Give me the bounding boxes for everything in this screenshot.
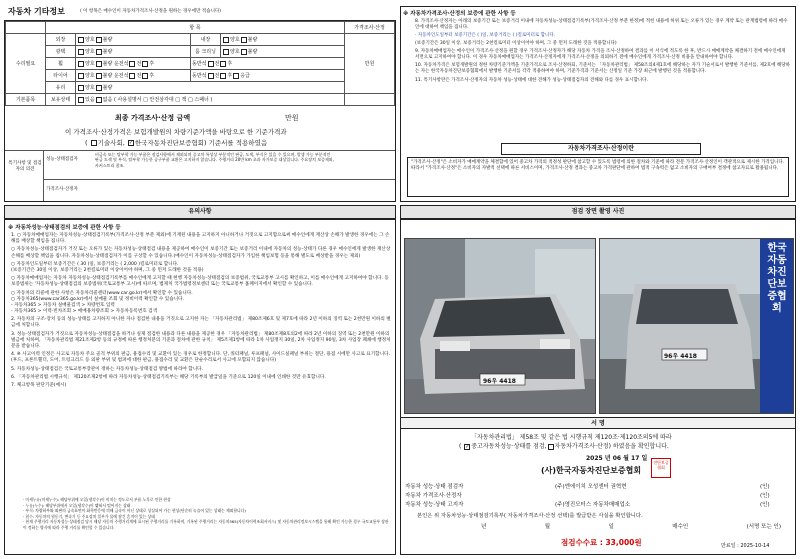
signer-mark: (인) bbox=[760, 493, 770, 499]
criteria-item: · 미세누유(미세누수): 해당부위에 오일(냉각수)이 비치는 정도로서 부품 노후로 인한 현상 bbox=[23, 497, 171, 502]
criteria-item: · 현재 주행거리 자동차성능·상태점검 당시 해당 자동차 주행거리계에 표시된 주행거리를 기록하며, 기록된 주행거리는 자동차365(자동차이력조회서비스) 및 자동차관리정보시스템을 통해 확인 가능한 경우 국토교통부 장관이 정하는 방식에 따라 주행 거리를 확인할 수 있습니다. bbox=[23, 519, 389, 530]
checkbox[interactable] bbox=[129, 61, 135, 67]
opt-label: 후 bbox=[227, 73, 233, 79]
opt-label: 전 bbox=[214, 61, 220, 67]
other-info-box bbox=[4, 20, 396, 202]
list-item: 9. 자동차매매업자는 매수인이 가격조사·산정을 원할 경우 가격조사·산정자가 해당 자동차 가격을 조사·산정하여 결과를 이 서식에 적도록 한 후, 반드시 매매계약을 체결하기 전에 매수인에게 서면으로 고지하여야 합니다. 이 경우 자동차매매업자는 가격조사·산정자에게 가격조사·산정을 의뢰하기 전에 매수인에게 가격조사·산정 비용을 안내하여야 합니다. bbox=[415, 49, 786, 61]
opt-label: 양호 bbox=[85, 49, 95, 55]
notice-paras bbox=[11, 233, 391, 389]
checkbox[interactable] bbox=[142, 73, 148, 79]
signer-label: 자동차 성능·상태 점검자 bbox=[405, 484, 464, 490]
what-is-price-title: 자동차가격조사·산정이란 bbox=[501, 143, 701, 155]
basis-line: 이 가격조사·산정가격은 보험개발원의 차량기준가액을 바탕으로 한 기준가격과 bbox=[65, 128, 287, 136]
notice-section-title: 유의사항 bbox=[4, 205, 396, 219]
sign-date bbox=[586, 453, 647, 462]
check-line-a: 중고자동차성능·상태를 점검, bbox=[471, 443, 547, 450]
checkbox[interactable] bbox=[223, 49, 229, 55]
opt-label: 양호 bbox=[85, 37, 95, 43]
photo-section-title: 점검 장면 촬영 사진 bbox=[400, 205, 796, 219]
association-banner: 한국자동차진단보증협회 bbox=[767, 243, 787, 314]
opinion-text: 비금속 또는 탈부착 가능 부품은 점검사항에서 제외되며 증고차 특성상 부분적인 판금, 도색, 부식은 있을 수 있으며, 발생 가능 부분적인 판금 도색 및 부식, 탈부착 가능한 공구부품 교환은 고지하지 않습니다. 주행거리 20만 km 초과 자가보증 대상입니다. 주요장치 보증제외, 카커스트리 참조. bbox=[95, 152, 334, 168]
list-item: 6. 「자동차관리법 시행규칙」 제120조제2항에 따라 자동차성능·상태점검기록부는 해당 기록부의 발급일을 기준으로 120일 이내에 인쇄한 것만 유효합니다. bbox=[11, 374, 326, 380]
criteria-list bbox=[23, 497, 389, 530]
opt-label: 양호 bbox=[85, 73, 95, 79]
price-unit: 만원 bbox=[345, 34, 395, 94]
buyer-sign: (서명 또는 인) bbox=[746, 524, 781, 530]
opt-label: 전 bbox=[214, 73, 220, 79]
sign-title: 서 명 bbox=[401, 417, 795, 429]
checkbox[interactable] bbox=[208, 73, 214, 79]
list-item: 11. 특기사항란은 가격조사·산정자의 자동차 성능·상태에 대한 견해가 성능·상태점검자의 견해와 다를 경우 표시합니다. bbox=[415, 77, 648, 83]
inspection-photo-front bbox=[404, 238, 596, 414]
row-label: 휠 bbox=[46, 58, 76, 70]
opt-label: 불량 bbox=[247, 49, 258, 55]
opt-label: 전 bbox=[136, 61, 142, 67]
opt-label: 동반석 bbox=[192, 61, 207, 67]
checkbox[interactable] bbox=[220, 73, 226, 79]
checkbox[interactable] bbox=[241, 49, 247, 55]
opt-label: 양호 bbox=[230, 49, 240, 55]
opt-label: 불량 bbox=[102, 49, 113, 55]
check-line-b: 자동차가격조사·산정) 하였음을 확인합니다. bbox=[554, 443, 669, 450]
association-name: (사)한국자동차진단보증협회 bbox=[541, 466, 642, 475]
basis-opt1: 기술사회, bbox=[97, 139, 125, 147]
basis-opt2: 한국자동차진단보증협회) 기준서를 적용하였음 bbox=[134, 139, 268, 147]
receive-line: 본인은 위 자동차성능·상태점검기록부( 자동차가격조사·산정 선택)를 발급받은 사실을 확인합니다. bbox=[417, 513, 643, 519]
final-amount-label: 최종 가격조사·산정 금액 bbox=[115, 114, 191, 122]
opt-label: 후 bbox=[227, 61, 233, 67]
what-is-price-text: "가격조사·산정"은 소비자가 매매계약을 체결함에 있어 중고차 가격의 적정성 판단에 참고할 수 있도록 법령에 의한 절차와 기준에 따라 전문 가격조사·산정인이 객관적으로 제시한 가격입니다. 따라서 "가격조사·산정"은 소비자의 자발적 선택에 따른 서비스이며, 가격조사·산정 결과는 중고차 가격판단에 관하여 법적 구속력은 없고 소비자의 구매여부 결정에 참고자료로 활용됩니다. bbox=[407, 157, 789, 197]
list-item: 8. 가격조사·산정자는 아래의 보증기간 또는 보증거리 이내에 자동차성능·상태점검기록부(가격조사·산정 부분 한정)에 적힌 내용에 허위 또는 오류가 있는 경우 계약 또는 관계법령에 따라 매수인에 대하여 책임을 집니다. bbox=[415, 19, 788, 31]
car-photo-icon bbox=[405, 239, 596, 414]
checkbox[interactable] bbox=[96, 61, 102, 67]
fee-label: 점검수수료 : 33,000원 bbox=[561, 538, 642, 547]
expiry-date: 만료일 : 2025-10-14 bbox=[721, 543, 770, 549]
checkbox[interactable] bbox=[96, 73, 102, 79]
receive-day: 일 bbox=[608, 524, 614, 530]
criteria-item: · 누유(누수): 해당부위에서 오일(냉각수)이 맺혀서 떨어지는 상태 bbox=[23, 502, 131, 508]
list-item: 2. 자동차의 구조·장치 등의 성능·상태를 고지하지 아니한 자나 점검한 내용을 거짓으로 고지한 자는 「자동차관리법」 제80조제6호 및 제7호에 따라 2년 이하의 징역 또는 2천만원 이하의 벌금에 처합니다. bbox=[11, 317, 391, 329]
receive-fields bbox=[481, 522, 781, 530]
opt-label: 없음 bbox=[102, 97, 113, 103]
checkbox-checked[interactable]: ✓ bbox=[465, 443, 470, 450]
receive-year: 년 bbox=[481, 524, 487, 530]
list-item: ○ 자동차인도일부터 보증기간은 ( 30 )일, 보증거리는 ( 2,000 )킬로미터로 합니다. bbox=[11, 261, 179, 267]
signer-value: (주)엔에이치 오성센터 권혁현 bbox=[555, 484, 627, 490]
checkbox[interactable] bbox=[78, 61, 84, 67]
checkbox[interactable] bbox=[129, 73, 135, 79]
list-item: (보증기간은 30일 이상, 보증거리는 2천킬로미터 이상이어야 하며, 그 중 먼저 도래한 것을 적용합니다) bbox=[415, 41, 617, 47]
buyer-label: 매수인 bbox=[672, 524, 689, 530]
opt-label: 불량 bbox=[102, 37, 113, 43]
opt-label: 전 bbox=[136, 73, 142, 79]
opt-label: 후 bbox=[149, 73, 155, 79]
row-label: 유리 bbox=[46, 82, 76, 94]
license-plate-1: 96우 4418 bbox=[483, 378, 516, 385]
checkbox-checked[interactable]: ✓ bbox=[128, 140, 134, 146]
notice-box bbox=[4, 219, 396, 555]
list-item: 1. ○ 자동차매매업자는 자동차성능·상태점검기록부(가격조사·산정 부분 제외)에 기재된 내용을 고지하지 아니하거나 거짓으로 고지함으로써 매수인에게 재산상 손해가 발생한 경우에는 그 손해를 배상할 책임을 집니다. bbox=[11, 233, 390, 245]
col-price: 가격조사·산정 bbox=[345, 22, 395, 34]
checkbox[interactable] bbox=[78, 37, 84, 43]
opinion-sub2: 가격조사·산정자 bbox=[46, 187, 78, 192]
final-amount-unit: 만원 bbox=[285, 114, 299, 122]
checkbox[interactable] bbox=[142, 61, 148, 67]
basic-label: 기본품목 bbox=[6, 94, 46, 106]
criteria-item: · 부식: 차량하부와 외판의 금속표면이 화학반응에 의해 금속이 아닌 상태로 상실되어 가는 현상(단순히 녹슬어 있는 상태는 제외합니다) bbox=[23, 508, 246, 513]
signer-row bbox=[405, 482, 791, 491]
checkbox[interactable] bbox=[96, 85, 102, 91]
date-label: 일 bbox=[641, 455, 648, 462]
list-item: - 자동차365 > 자동차 실매물검색 > 차량번호 입력 bbox=[11, 302, 115, 308]
checkbox[interactable] bbox=[220, 61, 226, 67]
list-item: (보증기간은 30일 이상, 보증거리는 2천킬로미터 이상이어야 하며, 그 중 먼저 도래한 것을 적용) bbox=[11, 267, 204, 273]
row-label: 광택 bbox=[46, 46, 76, 58]
date-label: 년 bbox=[604, 455, 611, 462]
signer-label: 자동차 성능·상태 고지자 bbox=[405, 502, 464, 508]
other-info-subtitle: ( 이 항목은 매수인이 자동차가격조사·산정을 원하는 경우에만 적습니다) bbox=[80, 9, 222, 14]
checkbox[interactable] bbox=[91, 140, 97, 146]
list-item: 3. 성능·상태점검자가 거짓으로 자동차성능·상태점검을 하거나 실제 점검한 내용과 다른 내용을 제공한 경우 「자동차관리법」 제80조제8호의2에 따라 2년 이하의 징역 또는 2천만원 이하의 벌금에 처하며, 「자동차관리법 제21조제2항 등의 규정에 따른 행정처분의 기준과 절차에 관한 규칙」 제5조제1항에 따라 1차 사업정지 30일, 2차 사업정지 90일, 3차 사업장 폐쇄에 행정처분을 받습니다. bbox=[11, 331, 391, 349]
price-guarantee-items bbox=[415, 19, 791, 86]
list-item: ○ 자동차의 리콜에 관한 사항은 자동차리콜센터(www.car.go.kr)에서 확인할 수 있습니다. bbox=[11, 290, 193, 296]
opt-label: 불량 bbox=[102, 85, 113, 91]
checkbox[interactable] bbox=[78, 49, 84, 55]
check-line: ( ✓ 중고자동차성능·상태를 점검, 자동차가격조사·산정) 하였음을 확인합니다. bbox=[459, 443, 669, 450]
notice-header: ※ 자동차성능·상태점검의 보증에 관한 사항 등 bbox=[8, 225, 121, 231]
opt-label: 후 bbox=[149, 61, 155, 67]
list-item: - 자동차365 > 이력·빈차조회 > 매매용차량조회 > 자동차등록번호 검색 bbox=[11, 309, 158, 315]
photo-sign-box bbox=[400, 219, 796, 555]
signer-row bbox=[405, 491, 791, 500]
row-label: 룸 크리닝 bbox=[191, 46, 221, 58]
checkbox[interactable] bbox=[78, 97, 84, 103]
checkbox[interactable] bbox=[96, 49, 102, 55]
date-label: 월 bbox=[623, 455, 629, 462]
other-info-title: 자동차 기타정보 bbox=[8, 7, 65, 16]
basic-sub: 보유상태 bbox=[46, 94, 76, 106]
checkbox[interactable] bbox=[548, 444, 554, 450]
list-item: 4. ※ 사고이력 인정은 사고로 자동차 주요 골격 부위의 판금, 용접수리 및 교환이 있는 경우로 한정합니다. 단, 쿼터패널, 루프패널, 사이드실패널 부위는 절단, 용접 시에만 사고로 표기합니다. bbox=[11, 352, 390, 358]
signer-label: 자동차 가격조사·산정자 bbox=[405, 493, 462, 499]
opt-label: 불량 bbox=[102, 61, 113, 67]
price-guarantee-box bbox=[400, 6, 796, 202]
signer-value bbox=[555, 491, 760, 500]
basic-items: ( 사용설명서 □ 안전삼각대 □ 잭 □ 스패너 ) bbox=[113, 97, 213, 103]
inspection-photo-rear bbox=[599, 238, 794, 414]
repair-table bbox=[5, 21, 395, 106]
list-item: ○ 자동차365(www.car365.go.kr)에서 실매물 조회 및 정비이력 확인할 수 있습니다. bbox=[11, 296, 184, 302]
basis-options: ( 기술사회, ✓ 한국자동차진단보증협회) 기준서를 적용하였음 bbox=[85, 139, 268, 147]
signer-mark: (인) bbox=[760, 502, 770, 508]
law-line: 「자동차관리법」 제58조 및 같은 법 시행규칙 제120조·제120조의5에 따라 bbox=[471, 434, 672, 441]
opt-label: 양호 bbox=[85, 61, 95, 67]
checkbox[interactable] bbox=[96, 37, 102, 43]
list-item: · 자동차인도일부터 보증기간은 ( )일, 보증거리는 ( )킬로미터로 합니다. bbox=[415, 33, 556, 39]
signer-row bbox=[405, 500, 791, 509]
price-guarantee-header: ※ 자동차가격조사·산정의 보증에 관한 사항 등 bbox=[403, 11, 516, 17]
checkbox[interactable] bbox=[241, 37, 247, 43]
date-year: 2025 bbox=[586, 455, 603, 462]
opt-label: 양호 bbox=[85, 85, 95, 91]
list-item: ○ 자동차성능·상태점검자가 거짓 또는 오류가 있는 자동차성능·상태점검 내용을 제공하여 매수인이 보증기간 또는 보증거리 이내에 자동차의 성능·상태가 다른 경우 매수인에게 발생한 재산상 손해를 배상할 책임을 집니다. 자동차성능·상태점검자가 이를 구상할 수 있습니다.(매수인이 자동차성능·상태점검자가 가입한 책임보험 등을 통해 별도로 배상받을 경우는 제외) bbox=[11, 247, 391, 259]
receive-month: 월 bbox=[544, 524, 551, 530]
checkbox[interactable] bbox=[78, 73, 84, 79]
row-label: 운전석 bbox=[113, 73, 129, 79]
signers bbox=[405, 482, 791, 509]
checkbox[interactable] bbox=[233, 73, 239, 79]
seal-stamp: 진단보증협회 bbox=[651, 458, 671, 478]
license-plate-2: 96우 4418 bbox=[664, 353, 697, 360]
checkbox[interactable] bbox=[208, 61, 214, 67]
list-item: 5. 자동차성능·상태점검은 국토교통부장관이 정하는 자동차성능·상태점검 방법에 따라야 합니다. bbox=[11, 366, 204, 372]
opt-label: 응급 bbox=[240, 73, 250, 79]
checkbox[interactable] bbox=[96, 97, 102, 103]
opt-label: 동반석 bbox=[192, 73, 207, 79]
criteria-item: · 침수: 자동차의 원동기, 변속기 등 주요장치 일부가 물에 잠긴 흔적이 있는 상태 bbox=[23, 513, 155, 519]
row-label: 외장 bbox=[46, 34, 76, 46]
list-item: ○ 자동차매매업자는 자동차 자동차성능·상태점검기록부를 매수인에게 고지할 때 현행 자동차성능·상태점검의 보증범위, 국토교통부 고시를 확인하고, 이를 매수인에게 고지하여야 합니다. 등 보증범위는 '자동차성능·상태점검의 보증범위(국토교통부 고시)에 따르며, 법제처 국가법령정보센터 또는 국토교통부 홈페이지에서 확인할 수 있습니다. bbox=[11, 276, 389, 288]
col-item: 항 목 bbox=[46, 22, 345, 34]
signer-value: (주)영진모터스 자동차매매업소 bbox=[555, 502, 631, 508]
repair-group-label: 수리필요 bbox=[6, 34, 46, 94]
date-month: 06 bbox=[612, 455, 622, 462]
opt-label: 불량 bbox=[102, 73, 113, 79]
opinion-sub1: 성능·상태점검자 bbox=[46, 157, 78, 162]
row-label: 타이어 bbox=[46, 70, 76, 82]
checkbox[interactable] bbox=[223, 37, 229, 43]
checkbox[interactable] bbox=[78, 85, 84, 91]
date-day: 17 bbox=[631, 455, 640, 462]
signer-mark: (인) bbox=[760, 484, 770, 490]
list-item: 7. 체크항목 판단기준(예시) bbox=[11, 382, 67, 388]
opinion-label: 특기사항 및 점검자의 의견 bbox=[8, 161, 42, 173]
row-label: 내장 bbox=[191, 34, 221, 46]
opt-label: 양호 bbox=[230, 37, 240, 43]
list-item: (후드, 프론트휀더, 도어, 트렁크리드 등 외판 부위 및 범퍼에 대한 판금, 용접수리 및 교환은 단순수리로서 사고에 포함되지 않습니다) bbox=[11, 358, 277, 364]
opt-label: 있음 bbox=[85, 97, 95, 103]
opt-label: 불량 bbox=[247, 37, 258, 43]
list-item: 10. 자동차가격은 보험개발원의 정한 차량기준가액을 기준가격으로 조사·산정하되, 기준서는 「자동차관리법」 제58조의4제1호에 해당하는 자가 기술서로서 발행한 기준서를, 제2호에 해당하는 자는 한국자동차진단보증협회에서 발행한 기준서를 각각 적용하여야 하며, 기준가격과 기준서는 산정일 기준 가장 최근에 발행된 것을 적용합니다. bbox=[415, 63, 790, 75]
row-label: 운전석 bbox=[113, 61, 129, 67]
